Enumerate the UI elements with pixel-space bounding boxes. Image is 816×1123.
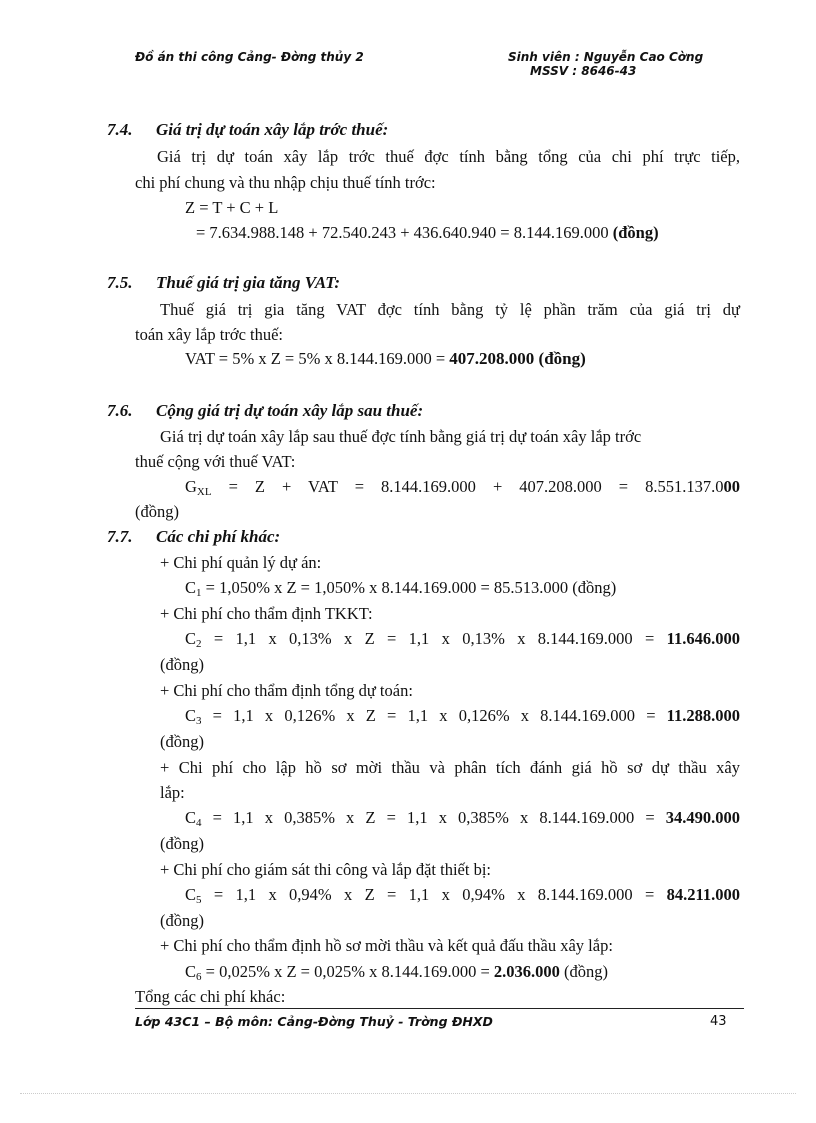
cost-c6-expression: = 0,025% x Z = 0,025% x 8.144.169.000 = bbox=[201, 962, 490, 981]
section-number: 7.6. bbox=[107, 401, 133, 420]
cost-c3-unit: (đồng) bbox=[160, 732, 204, 751]
cost-c5-subscript: 5 bbox=[196, 894, 202, 906]
formula-gxl-symbol: G bbox=[185, 477, 197, 496]
section-7-6-para-line2: thuế cộng với thuế VAT: bbox=[135, 452, 296, 471]
cost-c5-label: + Chi phí cho giám sát thi công và lắp đặt thiết bị: bbox=[160, 860, 491, 879]
cost-c2-label: + Chi phí cho thẩm định TKKT: bbox=[160, 604, 373, 623]
formula-gxl-subscript: XL bbox=[196, 486, 212, 498]
footer-left: Lớp 43C1 – Bộ môn: Cảng-Đờng Thuỷ - Trờng ĐHXD bbox=[135, 1014, 493, 1029]
formula-gxl-unit: (đồng) bbox=[135, 502, 179, 521]
section-7-5-para-line1: Thuế giá trị gia tăng VAT đợc tính bằng tỷ lệ phần trăm của giá trị dự bbox=[160, 300, 740, 319]
cost-c4-symbol: C bbox=[185, 808, 197, 827]
cost-c5-unit: (đồng) bbox=[160, 911, 204, 930]
header-right-line1: Sinh viên : Nguyễn Cao Cờng bbox=[508, 50, 704, 64]
formula-gxl bbox=[185, 477, 740, 497]
cost-c1-symbol: C bbox=[185, 578, 197, 597]
section-7-4-heading bbox=[107, 120, 388, 140]
cost-c2-symbol: C bbox=[185, 629, 197, 648]
formula-z-unit: (đồng) bbox=[612, 223, 659, 242]
cost-c2-value: 11.646.000 bbox=[666, 629, 741, 648]
cost-c6-unit: (đồng) bbox=[564, 962, 608, 981]
formula-vat-text: VAT = 5% x Z = 5% x 8.144.169.000 = bbox=[185, 349, 446, 368]
cost-c5-value: 84.211.000 bbox=[666, 885, 741, 904]
section-7-7-heading bbox=[107, 527, 280, 547]
section-number: 7.5. bbox=[107, 273, 133, 292]
cost-c4-subscript: 4 bbox=[196, 817, 202, 829]
cost-c3-subscript: 3 bbox=[196, 715, 202, 727]
section-title: Các chi phí khác: bbox=[156, 527, 281, 546]
formula-z-value: = 7.634.988.148 + 72.540.243 + 436.640.940 = 8.144.169.000 bbox=[196, 223, 609, 242]
cost-c3-label: + Chi phí cho thẩm định tổng dự toán: bbox=[160, 681, 413, 700]
cost-c6-subscript: 6 bbox=[196, 971, 202, 983]
cost-c2-expression: = 1,1 x 0,13% x Z = 1,1 x 0,13% x 8.144.169.000 = bbox=[201, 629, 655, 648]
section-title: Giá trị dự toán xây lắp trớc thuế: bbox=[156, 120, 389, 139]
cost-c6-value: 2.036.000 bbox=[493, 962, 560, 981]
section-7-4-para-line1: Giá trị dự toán xây lắp trớc thuế đợc tính bằng tổng của chi phí trực tiếp, bbox=[157, 147, 740, 166]
footer-rule bbox=[135, 1008, 744, 1009]
cost-c5-symbol: C bbox=[185, 885, 197, 904]
cost-c2-formula bbox=[185, 629, 740, 649]
section-7-4-para-line2: chi phí chung và thu nhập chịu thuế tính trớc: bbox=[135, 173, 436, 192]
formula-z-result bbox=[196, 223, 659, 243]
cost-c3-formula bbox=[185, 706, 740, 726]
section-title: Thuế giá trị gia tăng VAT: bbox=[156, 273, 341, 292]
header-left: Đồ án thi công Cảng- Đờng thủy 2 bbox=[135, 50, 364, 64]
cost-c6-formula bbox=[185, 962, 608, 982]
cost-c6-label: + Chi phí cho thẩm định hồ sơ mời thầu và kết quả đấu thầu xây lắp: bbox=[160, 936, 613, 955]
section-number: 7.7. bbox=[107, 527, 133, 546]
cost-c3-symbol: C bbox=[185, 706, 197, 725]
cost-c4-label-line1: + Chi phí cho lập hồ sơ mời thầu và phân tích đánh giá hồ sơ dự thầu xây bbox=[160, 758, 740, 777]
cost-c3-value: 11.288.000 bbox=[666, 706, 741, 725]
cost-c4-unit: (đồng) bbox=[160, 834, 204, 853]
cost-c1-formula bbox=[185, 578, 616, 598]
cost-c6-symbol: C bbox=[185, 962, 197, 981]
header-right-line2: MSSV : 8646-43 bbox=[530, 64, 637, 78]
cost-c5-formula bbox=[185, 885, 740, 905]
cost-c4-label-line2: lắp: bbox=[160, 783, 185, 802]
section-7-6-para-line1: Giá trị dự toán xây lắp sau thuế đợc tính bằng giá trị dự toán xây lắp trớc bbox=[160, 427, 642, 446]
page-number: 43 bbox=[710, 1014, 727, 1029]
cost-c3-expression: = 1,1 x 0,126% x Z = 1,1 x 0,126% x 8.144.169.000 = bbox=[201, 706, 656, 725]
cost-c4-value: 34.490.000 bbox=[665, 808, 741, 827]
section-7-5-heading bbox=[107, 273, 340, 293]
cost-c1-expression: = 1,050% x Z = 1,050% x 8.144.169.000 = 85.513.000 (đồng) bbox=[201, 578, 617, 597]
total-other-costs-label: Tổng các chi phí khác: bbox=[135, 987, 286, 1006]
cost-c2-subscript: 2 bbox=[196, 638, 202, 650]
formula-gxl-text: = Z + VAT = 8.144.169.000 + 407.208.000 = 8.551.137.0 bbox=[211, 477, 724, 496]
page-bottom-dotted-border bbox=[20, 1093, 796, 1094]
cost-c1-subscript: 1 bbox=[196, 587, 202, 599]
cost-c5-expression: = 1,1 x 0,94% x Z = 1,1 x 0,94% x 8.144.169.000 = bbox=[201, 885, 655, 904]
cost-c1-label: + Chi phí quản lý dự án: bbox=[160, 553, 322, 572]
cost-c2-unit: (đồng) bbox=[160, 655, 204, 674]
cost-c4-formula bbox=[185, 808, 740, 828]
section-7-6-heading bbox=[107, 401, 423, 421]
section-7-5-para-line2: toán xây lắp trớc thuế: bbox=[135, 325, 284, 344]
section-title: Cộng giá trị dự toán xây lắp sau thuế: bbox=[156, 401, 424, 420]
formula-z: Z = T + C + L bbox=[185, 198, 279, 217]
formula-vat bbox=[185, 349, 586, 369]
section-number: 7.4. bbox=[107, 120, 133, 139]
cost-c4-expression: = 1,1 x 0,385% x Z = 1,1 x 0,385% x 8.144.169.000 = bbox=[201, 808, 655, 827]
formula-vat-value: 407.208.000 (đồng) bbox=[449, 349, 586, 368]
formula-gxl-bold-tail: 00 bbox=[723, 477, 740, 496]
